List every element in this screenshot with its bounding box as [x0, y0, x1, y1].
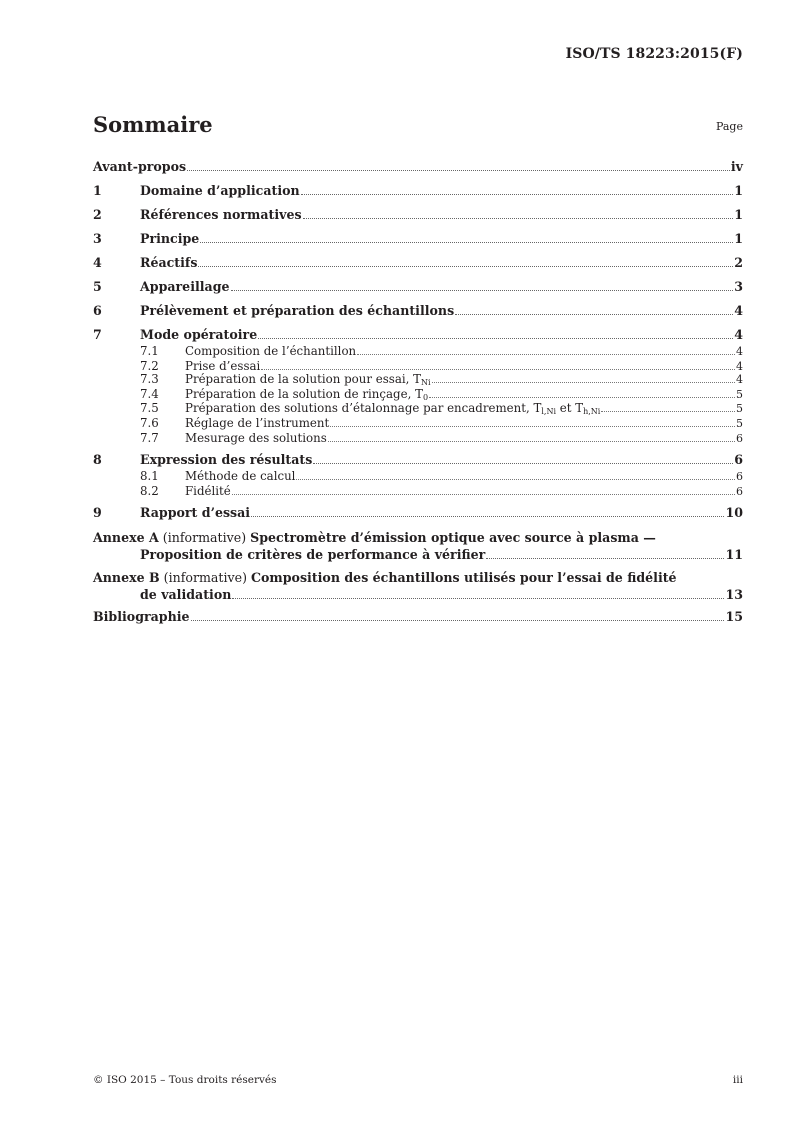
toc-entry-page: 4 [734, 327, 743, 342]
toc-entry-page: 1 [734, 183, 743, 198]
dot-leader [432, 382, 735, 383]
annex-page: 11 [725, 546, 743, 562]
toc-subentry-7-5[interactable] [93, 400, 743, 417]
toc-entry-page: 15 [725, 608, 743, 624]
toc-entry-section-2[interactable] [93, 201, 743, 225]
toc-entry-bibliography[interactable] [93, 603, 743, 627]
toc-entry-label: Expression des résultats [140, 451, 313, 467]
toc-entry-page: 6 [734, 451, 743, 467]
toc-subentry-label: Préparation des solutions d’étalonnage par encadrement, $T_{l,Ni}$ et $T_{h,Ni}$ [185, 400, 601, 416]
toc-entry-page: 2 [734, 255, 743, 270]
toc-entry-number: 6 [93, 303, 102, 318]
annex-title-line1: Spectromètre d’émission optique avec source à plasma — [250, 529, 656, 545]
toc-entry-label: Réactifs [140, 255, 198, 270]
toc-entry-number: 5 [93, 279, 102, 294]
dot-leader [330, 426, 735, 427]
toc-entry-section-3[interactable] [93, 225, 743, 249]
toc-entry-label: Rapport d’essai [140, 504, 251, 520]
dot-leader [357, 354, 735, 355]
toc-subentry-page: 5 [736, 417, 743, 431]
document-id: ISO/TS 18223:2015(F) [565, 46, 743, 62]
dot-leader [303, 218, 734, 219]
table-of-contents [93, 153, 743, 627]
page-title: Sommaire [93, 112, 213, 137]
dot-leader [231, 290, 734, 291]
toc-subentry-page: 4 [736, 373, 743, 387]
dot-leader [328, 441, 735, 442]
annex-type: (informative) [159, 569, 251, 585]
toc-subentry-page: 6 [736, 484, 743, 498]
toc-subentry-number: 7.1 [140, 344, 159, 359]
dot-leader [486, 558, 724, 559]
annex-title-line1: Composition des échantillons utilisés pour l’essai de fidélité [251, 569, 677, 585]
dot-leader [261, 369, 735, 370]
toc-entry-page: iv [730, 159, 743, 174]
toc-entry-label: Références normatives [140, 207, 302, 222]
toc-entry-section-1[interactable] [93, 177, 743, 201]
toc-entry-number: 9 [93, 504, 102, 520]
toc-entry-page: 1 [734, 231, 743, 246]
toc-entry-section-7[interactable] [93, 321, 743, 345]
toc-subentry-7-7[interactable] [93, 431, 743, 445]
toc-subentry-7-1[interactable] [93, 345, 743, 359]
annex-prefix: Annexe B [93, 569, 160, 585]
toc-subentry-label: Préparation de la solution de rinçage, $T_0$ [185, 386, 429, 402]
toc-subentry-label: Réglage de l’instrument [185, 416, 330, 431]
toc-subentry-8-1[interactable] [93, 470, 743, 484]
toc-entry-section-8[interactable] [93, 446, 743, 470]
dot-leader [301, 194, 734, 195]
toc-entry-section-4[interactable] [93, 249, 743, 273]
toc-subentry-label: Prise d’essai [185, 358, 261, 373]
toc-subentry-label: Fidélité [185, 483, 231, 498]
dot-leader [313, 463, 733, 464]
toc-subentry-number: 8.1 [140, 469, 159, 484]
toc-subentry-page: 4 [736, 359, 743, 373]
toc-entry-section-6[interactable] [93, 297, 743, 321]
toc-entry-label: Appareillage [140, 279, 230, 294]
annex-type: (informative) [158, 529, 251, 545]
toc-entry-annex-b[interactable] [93, 563, 743, 603]
dot-leader [296, 479, 735, 480]
toc-subentry-8-2[interactable] [93, 484, 743, 498]
toc-subentry-page: 6 [736, 470, 743, 484]
dot-leader [429, 397, 735, 398]
page-column-label: Page [715, 120, 743, 133]
dot-leader [232, 598, 724, 599]
toc-entry-page: 1 [734, 207, 743, 222]
toc-subentry-number: 7.6 [140, 416, 159, 431]
toc-entry-number: 3 [93, 231, 102, 246]
toc-subentry-page: 5 [736, 387, 743, 401]
toc-entry-page: 10 [725, 504, 743, 520]
toc-subentry-label: Composition de l’échantillon [185, 344, 357, 359]
dot-leader [232, 494, 735, 495]
toc-subentry-page: 5 [736, 401, 743, 415]
footer-page-number: iii [732, 1074, 743, 1086]
toc-entry-number: 2 [93, 207, 102, 222]
toc-subentry-page: 6 [736, 431, 743, 445]
toc-subentry-number: 7.7 [140, 430, 159, 445]
toc-subentry-number: 7.4 [140, 386, 159, 401]
dot-leader [200, 242, 733, 243]
toc-entry-label: Prélèvement et préparation des échantillons [140, 303, 455, 318]
toc-entry-label: Domaine d’application [140, 183, 300, 198]
toc-entry-page: 4 [734, 303, 743, 318]
annex-prefix: Annexe A [93, 529, 159, 545]
annex-page: 13 [725, 586, 743, 602]
toc-subentry-number: 7.2 [140, 358, 159, 373]
toc-subentry-number: 7.3 [140, 372, 159, 387]
toc-subentry-label: Mesurage des solutions [185, 430, 327, 445]
dot-leader [455, 314, 733, 315]
toc-entry-section-9[interactable] [93, 499, 743, 523]
toc-subentry-label: Méthode de calcul [185, 469, 296, 484]
toc-subentry-number: 8.2 [140, 483, 159, 498]
dot-leader [191, 620, 725, 621]
footer-copyright: © ISO 2015 – Tous droits réservés [93, 1074, 277, 1086]
toc-entry-number: 4 [93, 255, 102, 270]
toc-entry-label: Mode opératoire [140, 327, 258, 342]
dot-leader [187, 170, 730, 171]
dot-leader [258, 338, 733, 339]
toc-subentry-page: 4 [736, 345, 743, 359]
toc-entry-page: 3 [734, 279, 743, 294]
annex-title-line2: Proposition de critères de performance à vérifier [140, 546, 486, 562]
toc-subentry-7-6[interactable] [93, 417, 743, 431]
annex-title-line2: de validation [140, 586, 232, 602]
toc-entry-annex-a[interactable] [93, 523, 743, 563]
dot-leader [601, 411, 735, 412]
toc-entry-label: Bibliographie [93, 608, 190, 624]
toc-entry-number: 7 [93, 327, 102, 342]
toc-entry-label: Avant-propos [93, 159, 187, 174]
toc-entry-label: Principe [140, 231, 200, 246]
toc-subentry-label: Préparation de la solution pour essai, $T_{Ni}$ [185, 372, 431, 388]
dot-leader [251, 516, 724, 517]
toc-entry-foreword[interactable] [93, 153, 743, 177]
dot-leader [198, 266, 733, 267]
toc-entry-number: 1 [93, 183, 102, 198]
toc-entry-number: 8 [93, 451, 102, 467]
toc-entry-section-5[interactable] [93, 273, 743, 297]
toc-subentry-number: 7.5 [140, 400, 159, 415]
